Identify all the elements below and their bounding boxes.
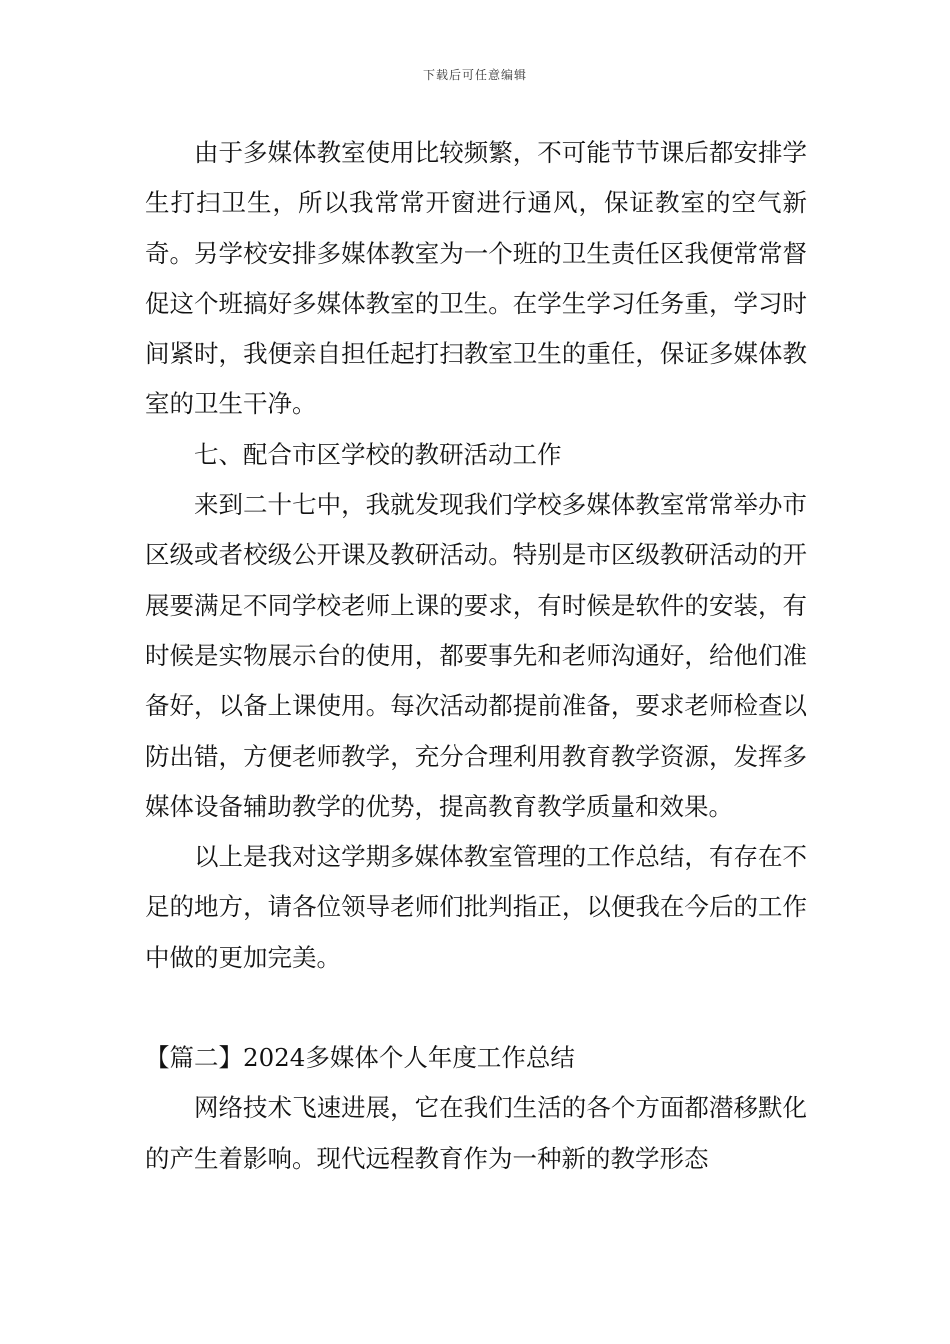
chapter-heading-part-two: 【篇二】2024多媒体个人年度工作总结 bbox=[145, 1043, 575, 1073]
page-header: 下载后可任意编辑 bbox=[422, 68, 527, 82]
paragraph-network-technology: 网络技术飞速进展，它在我们生活的各个方面都潜移默化的产生着影响。现代远程教育作为一种新的教学形态 bbox=[145, 1093, 807, 1173]
paragraph-conclusion: 以上是我对这学期多媒体教室管理的工作总结，有存在不足的地方，请各位领导老师们批判指正，以便我在今后的工作中做的更加完美。 bbox=[145, 842, 807, 972]
paragraph-teaching-research: 来到二十七中，我就发现我们学校多媒体教室常常举办市区级或者校级公开课及教研活动。特别是市区级教研活动的开展要满足不同学校老师上课的要求，有时候是软件的安装，有时候是实物展示台的使用，都要事先和老师沟通好，给他们准备好，以备上课使用。每次活动都提前准备，要求老师检查以防出错，方便老师教学，充分合理利用教育教学资源，发挥多媒体设备辅助教学的优势，提高教育教学质量和效果。 bbox=[145, 490, 807, 821]
paragraph-cleaning: 由于多媒体教室使用比较频繁，不可能节节课后都安排学生打扫卫生，所以我常常开窗进行通风，保证教室的空气新奇。另学校安排多媒体教室为一个班的卫生责任区我便常常督促这个班搞好多媒体教室的卫生。在学生学习任务重，学习时间紧时，我便亲自担任起打扫教室卫生的重任，保证多媒体教室的卫生干净。 bbox=[145, 138, 807, 419]
section-spacer bbox=[145, 983, 807, 1033]
document-body bbox=[145, 128, 807, 1184]
section-heading-seven: 七、配合市区学校的教研活动工作 bbox=[194, 439, 562, 469]
